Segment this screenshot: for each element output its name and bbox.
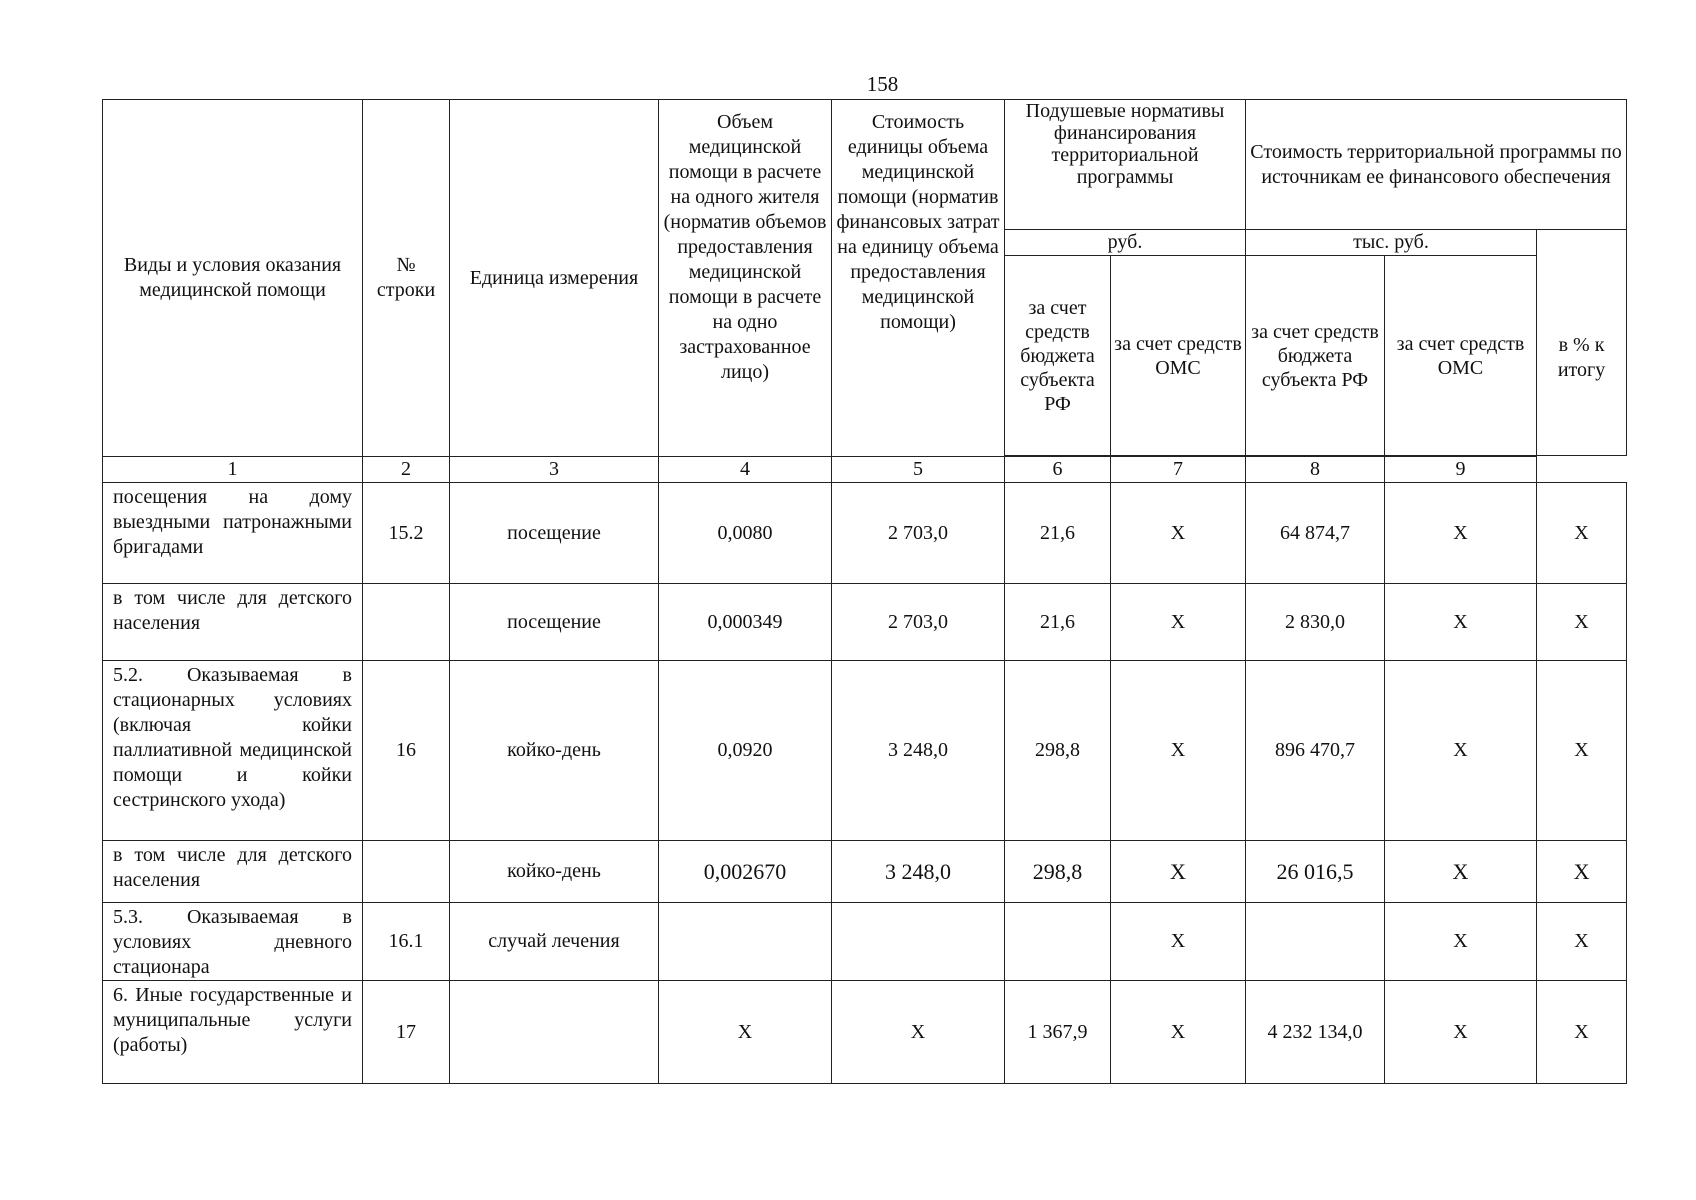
row-oms-thous: X — [1385, 903, 1537, 981]
row-cost: X — [832, 981, 1005, 1084]
row-oms-rub: X — [1111, 903, 1246, 981]
row-budget-rub: 21,6 — [1005, 584, 1111, 661]
table-row — [103, 584, 1627, 661]
row-budget-thous: 4 232 134,0 — [1246, 981, 1385, 1084]
row-unit: посещение — [450, 584, 659, 661]
col-number: 6 — [1005, 457, 1111, 483]
header-unit-thous-rub: тыс. руб. — [1246, 230, 1537, 256]
row-number: 16 — [363, 661, 450, 841]
row-name: в том числе для детского населения — [103, 584, 363, 661]
row-number: 15.2 — [363, 483, 450, 584]
table-row — [103, 661, 1627, 841]
row-number — [363, 584, 450, 661]
row-unit — [450, 981, 659, 1084]
row-oms-rub: X — [1111, 483, 1246, 584]
header-oms-thous: за счет средств ОМС — [1385, 256, 1537, 456]
row-name: посещения на дому выездными патронажными бригадами — [103, 483, 363, 584]
row-name: 6. Иные государственные и муниципальные услуги (работы) — [103, 981, 363, 1084]
table-row — [103, 483, 1627, 584]
header-total-group: Стоимость территориальной программы по источникам ее финансового обеспечения — [1246, 100, 1627, 230]
page-number: 158 — [866, 72, 899, 96]
row-cost — [832, 903, 1005, 981]
row-percent: X — [1537, 584, 1627, 661]
col-number: 5 — [832, 457, 1005, 483]
table-row — [103, 903, 1627, 981]
header-percent: в % к итогу — [1537, 230, 1627, 456]
row-unit: случай лечения — [450, 903, 659, 981]
row-number — [363, 841, 450, 903]
row-name: в том числе для детского населения — [103, 841, 363, 903]
row-name: 5.2. Оказываемая в стационарных условиях (включая койки паллиативной медицинской помощи и койки сестринского ухода) — [103, 661, 363, 841]
row-oms-thous: X — [1385, 584, 1537, 661]
row-cost: 2 703,0 — [832, 483, 1005, 584]
row-oms-rub: X — [1111, 584, 1246, 661]
row-budget-rub: 21,6 — [1005, 483, 1111, 584]
row-percent: X — [1537, 483, 1627, 584]
row-name: 5.3. Оказываемая в условиях дневного стационара — [103, 903, 363, 981]
col-number: 1 — [103, 457, 363, 483]
col-number: 2 — [363, 457, 450, 483]
row-oms-thous: X — [1385, 981, 1537, 1084]
col-number: 3 — [450, 457, 659, 483]
header-cost: Стоимость единицы объема медицинской помощи (норматив финансовых затрат на единицу объема предоставления медицинской помощи) — [832, 100, 1005, 457]
row-volume: 0,000349 — [659, 584, 832, 661]
row-budget-thous: 26 016,5 — [1246, 841, 1385, 903]
row-unit: койко-день — [450, 661, 659, 841]
header-unit: Единица измерения — [450, 100, 659, 457]
table-row — [103, 981, 1627, 1084]
table-row — [103, 841, 1627, 903]
row-unit: койко-день — [450, 841, 659, 903]
row-volume: 0,0080 — [659, 483, 832, 584]
row-percent: X — [1537, 903, 1627, 981]
col-number: 8 — [1246, 457, 1385, 483]
row-budget-rub — [1005, 903, 1111, 981]
header-percapita-group: Подушевые нормативы финансирования территориальной программы — [1005, 100, 1246, 230]
row-volume: 0,0920 — [659, 661, 832, 841]
row-volume: 0,002670 — [659, 841, 832, 903]
col-number: 4 — [659, 457, 832, 483]
row-percent: X — [1537, 661, 1627, 841]
row-budget-rub: 298,8 — [1005, 661, 1111, 841]
row-oms-rub: X — [1111, 981, 1246, 1084]
row-cost: 2 703,0 — [832, 584, 1005, 661]
row-percent: X — [1537, 841, 1627, 903]
row-oms-rub: X — [1111, 661, 1246, 841]
row-budget-rub: 298,8 — [1005, 841, 1111, 903]
row-budget-rub: 1 367,9 — [1005, 981, 1111, 1084]
header-oms-rub: за счет средств ОМС — [1111, 256, 1246, 456]
row-number: 16.1 — [363, 903, 450, 981]
row-budget-thous: 896 470,7 — [1246, 661, 1385, 841]
financing-table — [102, 99, 1627, 1084]
header-budget-thous: за счет средств бюджета субъекта РФ — [1246, 256, 1385, 456]
row-budget-thous: 2 830,0 — [1246, 584, 1385, 661]
row-budget-thous: 64 874,7 — [1246, 483, 1385, 584]
row-budget-thous — [1246, 903, 1385, 981]
row-unit: посещение — [450, 483, 659, 584]
row-percent: X — [1537, 981, 1627, 1084]
row-oms-thous: X — [1385, 483, 1537, 584]
row-volume — [659, 903, 832, 981]
row-oms-thous: X — [1385, 661, 1537, 841]
header-unit-rub: руб. — [1005, 230, 1246, 256]
header-type: Виды и условия оказания медицинской помощи — [103, 100, 363, 457]
row-cost: 3 248,0 — [832, 841, 1005, 903]
col-number: 7 — [1111, 457, 1246, 483]
header-budget-rub: за счет средств бюджета субъекта РФ — [1005, 256, 1111, 456]
header-volume: Объем медицинской помощи в расчете на одного жителя (норматив объемов предоставления медицинской помощи в расчете на одно застрахованное лицо) — [659, 100, 832, 457]
row-volume: X — [659, 981, 832, 1084]
row-cost: 3 248,0 — [832, 661, 1005, 841]
header-row-number: № строки — [363, 100, 450, 457]
row-oms-thous: X — [1385, 841, 1537, 903]
row-oms-rub: X — [1111, 841, 1246, 903]
col-number: 9 — [1385, 457, 1537, 483]
row-number: 17 — [363, 981, 450, 1084]
